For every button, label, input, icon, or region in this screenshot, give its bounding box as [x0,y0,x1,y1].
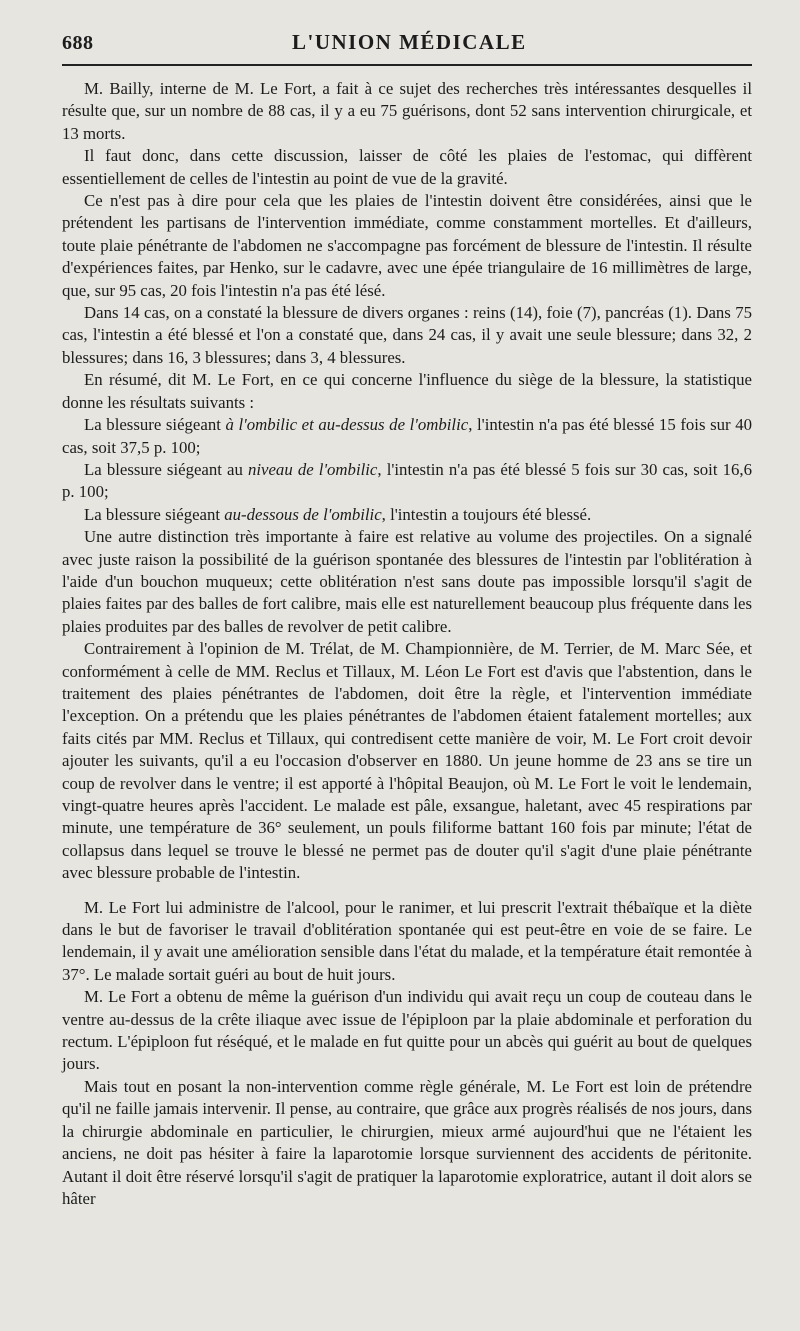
page-number: 688 [62,32,94,54]
text-run: La blessure siégeant [84,415,226,435]
paragraph [62,986,752,1076]
paragraph [62,504,752,526]
italic-text: niveau de l'ombilic [247,459,378,479]
paragraph [62,369,752,414]
paragraph [62,190,752,302]
paragraph [62,1076,752,1210]
header-rule [62,64,752,66]
text-run: La blessure siégeant [84,504,225,524]
text-run: M. Le Fort lui administre de l'alcool, pour le ranimer, et lui prescrit l'extrait thébaïque et la diète dans le but de favoriser le travail d'oblitération spontanée qui est peut-être en voie de se faire. Le lendemain, il y avait une amélioration sensible dans l'état du malade, et la température était remontée à 37°. Le malade sortait guéri au bout de huit jours. [62,897,752,984]
italic-text: à l'ombilic et au-dessus de l'ombilic [225,415,469,435]
text-run: , l'intestin n'a pas été blessé 15 fois sur 40 cas, soit 37,5 p. 100; [62,415,752,457]
text-run: Mais tout en posant la non-intervention comme règle générale, M. Le Fort est loin de prétendre qu'il ne faille jamais intervenir. Il pense, au contraire, que grâce aux progrès réalisés de nos jours, dans la chirurgie abdominale en particulier, le chirurgien, mieux armé aujourd'hui que ne l'étaient les anciens, ne doit pas hésiter à faire la laparotomie lorsque surviennent des accidents de péritonite. Autant il doit être réservé lorsqu'il s'agit de pratiquer la laparotomie exploratrice, autant il doit alors se hâter [62,1076,752,1208]
paragraph [62,414,752,459]
paragraph [62,302,752,369]
paragraph [62,78,752,145]
page-header [62,28,750,60]
text-run: Ce n'est pas à dire pour cela que les plaies de l'intestin doivent être considérées, ainsi que le prétendent les partisans de l'intervention immédiate, comme constamment mortelles. Et d'ailleurs, toute plaie pénétrante de l'abdomen ne s'accompagne pas forcément de blessure de l'intestin. Il résulte d'expériences faites, par Henko, sur le cadavre, avec une épée triangulaire de 16 millimètres de large, que, sur 95 cas, 20 fois l'intestin n'a pas été lésé. [62,191,752,300]
italic-text: au-dessous de l'ombilic [224,504,382,524]
text-run: M. Le Fort a obtenu de même la guérison d'un individu qui avait reçu un coup de couteau dans le ventre au-dessus de la crête iliaque avec issue de l'épiploon par la plaie abdominale et perforation du rectum. L'épiploon fut réséqué, et le malade en fut quitte pour un abcès qui guérit au bout de quelques jours. [62,987,752,1074]
body-text [62,78,752,1210]
text-run: La blessure siégeant au [84,459,248,479]
running-head: L'UNION MÉDICALE [292,30,527,54]
paragraph [62,897,752,987]
text-run: Contrairement à l'opinion de M. Trélat, de M. Championnière, de M. Terrier, de M. Marc Sée, et conformément à celle de MM. Reclus et Tillaux, M. Léon Le Fort est d'avis que l'abstention, dans le traitement des plaies pénétrantes de l'abdomen, doit être la règle, et l'intervention immédiate l'exception. On a prétendu que les plaies pénétrantes de l'abdomen étaient fatalement mortelles; aux faits cités par MM. Reclus et Tillaux, qui contredisent cette manière de voir, M. Le Fort croit devoir ajouter les suivants, qu'il a eu l'occasion d'observer en 1880. Un jeune homme de 23 ans se tire un coup de revolver dans le ventre; il est apporté à l'hôpital Beaujon, où M. Le Fort le voit le lendemain, vingt-quatre heures après l'accident. Le malade est pâle, exsangue, haletant, avec 45 respirations par minute, une température de 36° seulement, un pouls filiforme battant 160 fois par minute; l'état de collapsus dans lequel se trouve le blessé ne permet pas de douter qu'il s'agit d'une plaie pénétrante avec blessure probable de l'intestin. [62,639,752,883]
paragraph [62,638,752,884]
text-run: Il faut donc, dans cette discussion, laisser de côté les plaies de l'estomac, qui diffèrent essentiellement de celles de l'intestin au point de vue de la gravité. [62,146,752,188]
paragraph [62,145,752,190]
text-run: , l'intestin a toujours été blessé. [381,504,592,524]
paragraph [62,526,752,638]
text-run: Une autre distinction très importante à faire est relative au volume des projectiles. On a signalé avec juste raison la possibilité de la guérison spontanée des blessures de l'intestin par l'oblitération à l'aide d'un bouchon muqueux; cette oblitération n'est sans doute pas impossible lorsqu'il s'agit de plaies faites par des balles de fort calibre, mais elle est naturellement beaucoup plus fréquente dans les plaies produites par des balles de revolver de petit calibre. [62,527,752,636]
text-run: En résumé, dit M. Le Fort, en ce qui concerne l'influence du siège de la blessure, la statistique donne les résultats suivants : [62,370,752,412]
text-run: M. Bailly, interne de M. Le Fort, a fait à ce sujet des recherches très intéressantes desquelles il résulte que, sur un nombre de 88 cas, il y a eu 75 guérisons, dont 52 sans intervention chirurgicale, et 13 morts. [62,79,752,143]
text-run: , l'intestin n'a pas été blessé 5 fois sur 30 cas, soit 16,6 p. 100; [62,459,752,502]
text-run: Dans 14 cas, on a constaté la blessure de divers organes : reins (14), foie (7), pancréas (1). Dans 75 cas, l'intestin a été blessé et l'on a constaté que, dans 24 cas, il y avait une seule blessure; dans 32, 2 blessures; dans 16, 3 blessures; dans 3, 4 blessures. [62,303,752,367]
paragraph [62,459,752,504]
